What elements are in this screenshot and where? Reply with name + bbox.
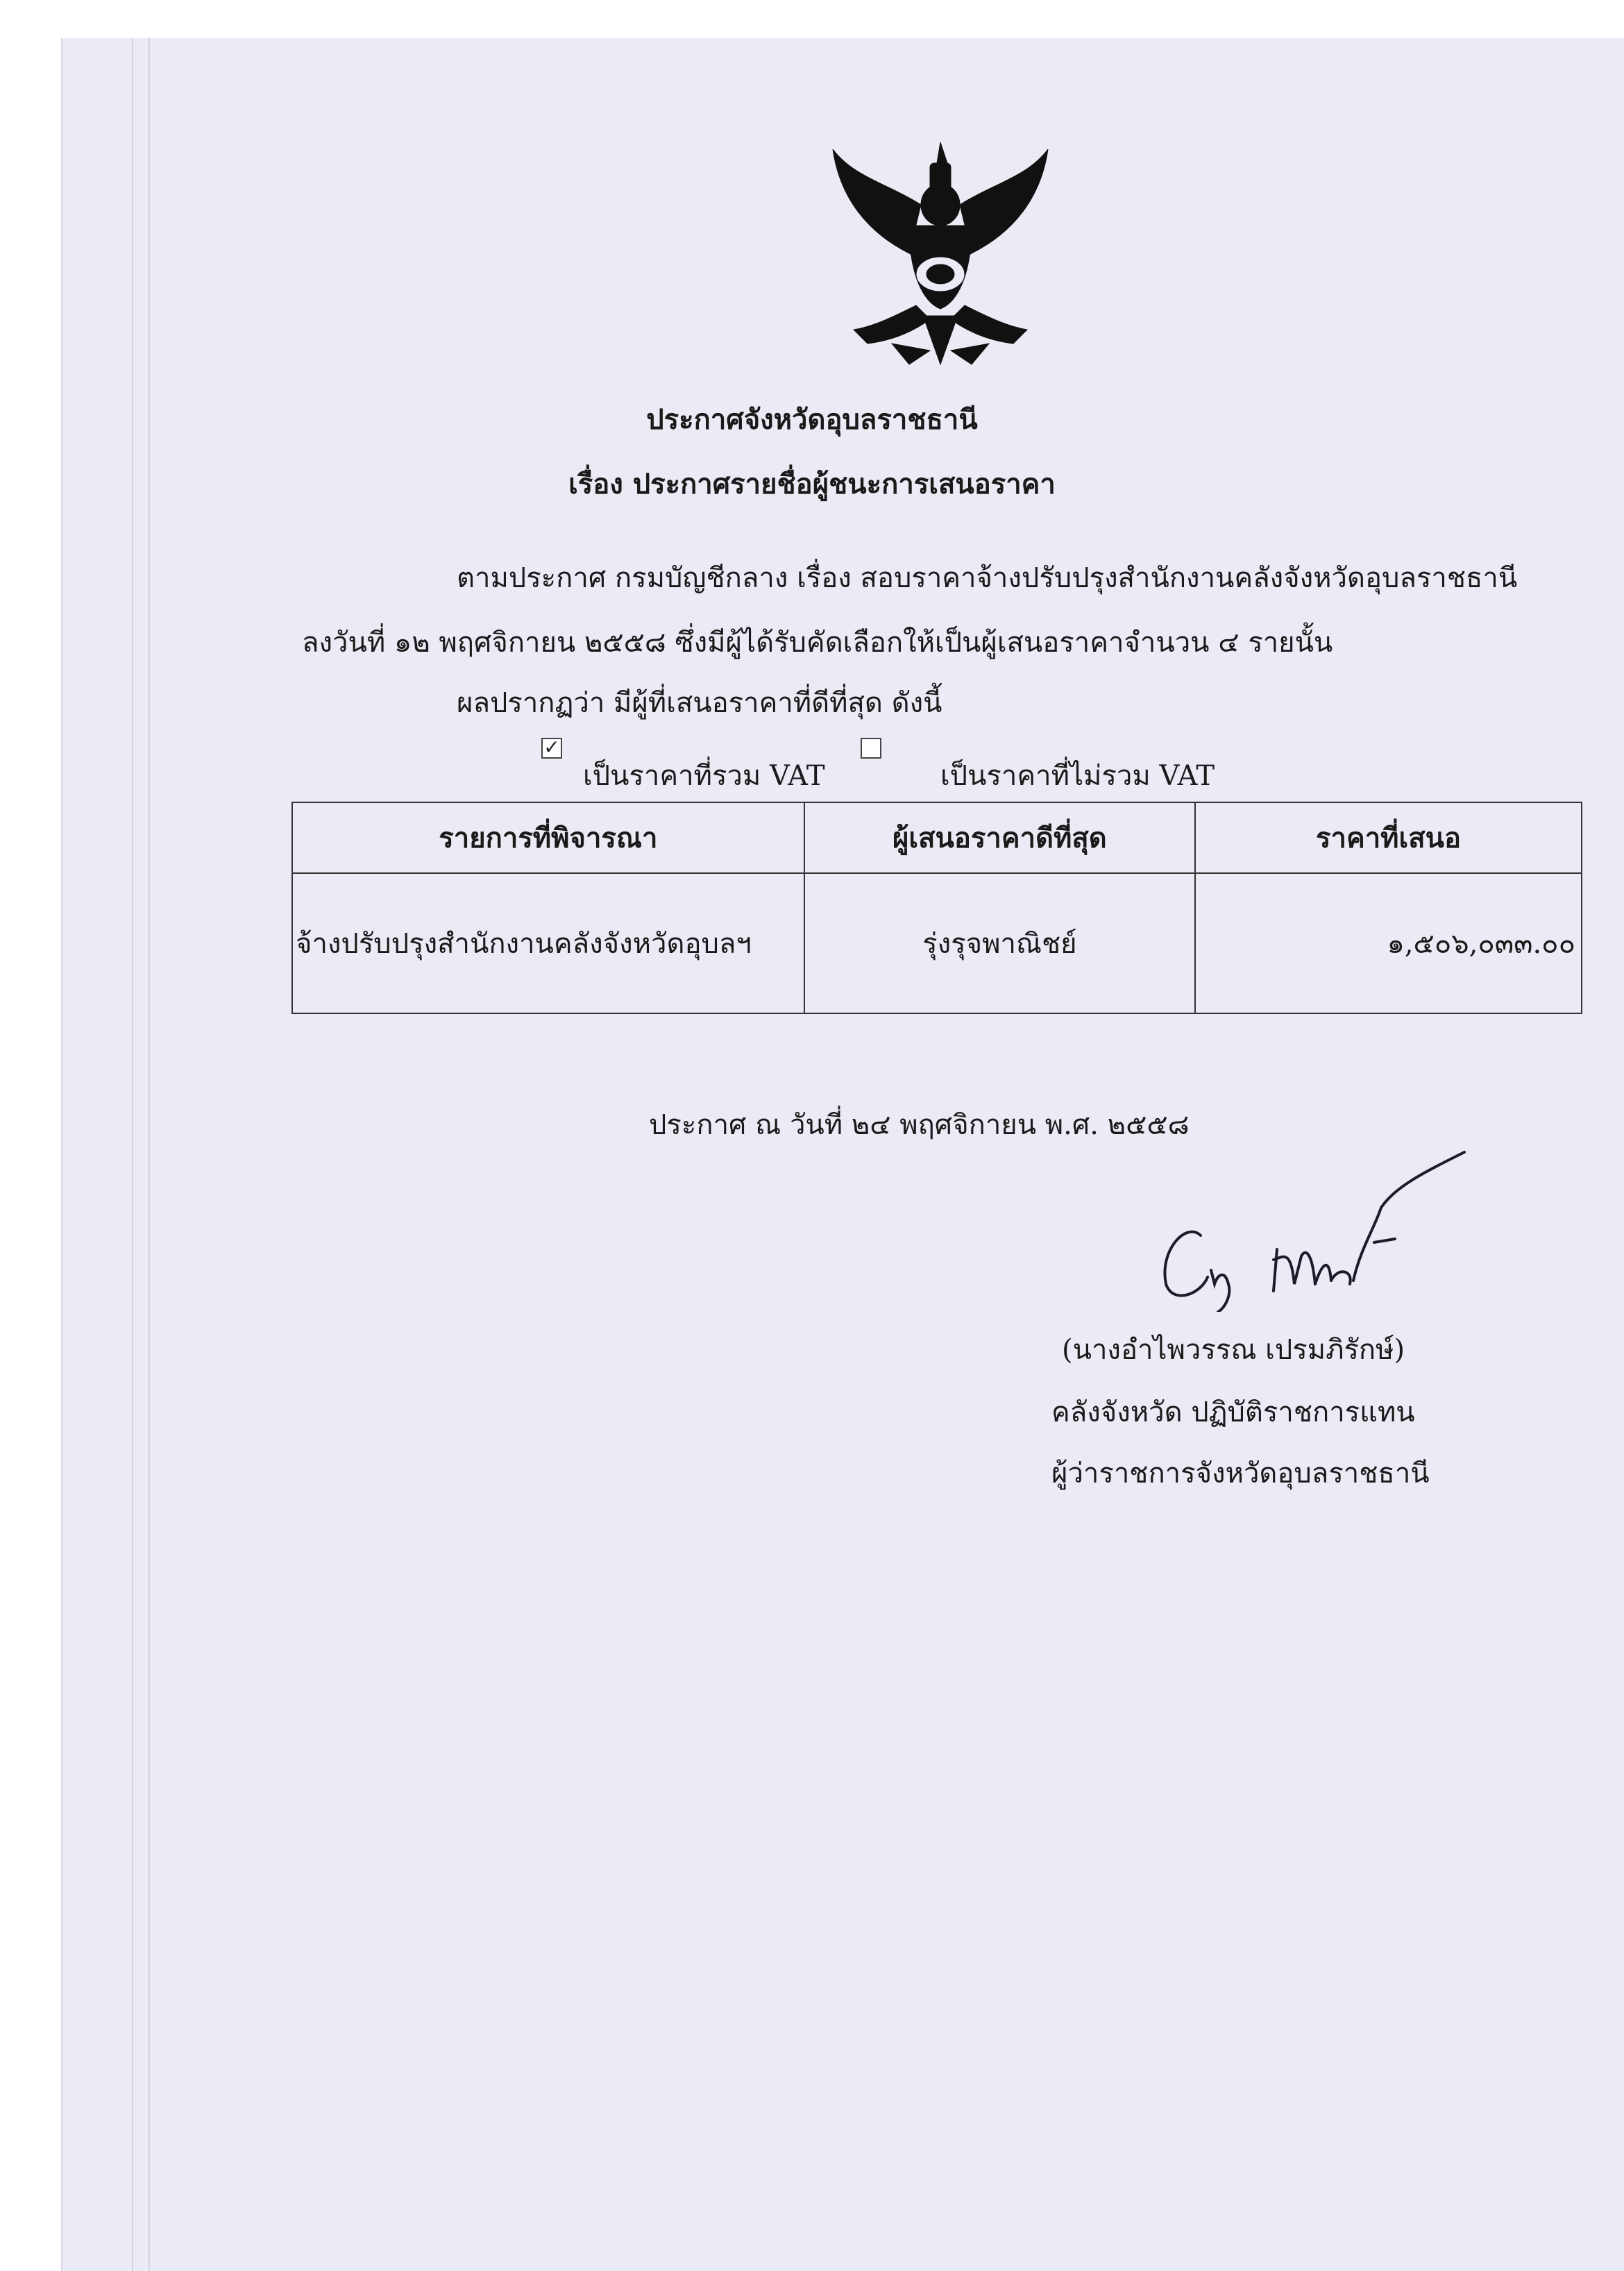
table-cell-bidder: รุ่งรุจพาณิชย์ xyxy=(804,873,1195,1013)
document-subject: เรื่อง ประกาศรายชื่อผู้ชนะการเสนอราคา xyxy=(568,468,1056,500)
margin-line xyxy=(149,38,150,2271)
checkbox-checked-icon[interactable]: ✓ xyxy=(541,738,562,759)
signatory-position: คลังจังหวัด ปฏิบัติราชการแทน xyxy=(1051,1396,1415,1428)
body-paragraph-line: ตามประกาศ กรมบัญชีกลาง เรื่อง สอบราคาจ้างปรับปรุงสำนักงานคลังจังหวัดอุบลราชธานี xyxy=(457,562,1518,594)
table-row xyxy=(292,873,1582,1013)
vat-exclude-label: เป็นราคาที่ไม่รวม VAT xyxy=(940,760,1215,792)
table-header-row xyxy=(292,802,1582,873)
table-header-bidder: ผู้เสนอราคาดีที่สุด xyxy=(804,802,1195,873)
margin-line xyxy=(132,38,133,2271)
announce-date: ประกาศ ณ วันที่ ๒๔ พฤศจิกายน พ.ศ. ๒๕๕๘ xyxy=(649,1109,1190,1141)
garuda-emblem-icon xyxy=(826,135,1055,371)
vat-include-label: เป็นราคาที่รวม VAT xyxy=(583,760,825,792)
table-cell-price: ๑,๕๐๖,๐๓๓.๐๐ xyxy=(1195,873,1582,1013)
body-paragraph-line: ผลปรากฏว่า มีผู้ที่เสนอราคาที่ดีที่สุด ดังนี้ xyxy=(457,687,942,719)
document-title: ประกาศจังหวัดอุบลราชธานี xyxy=(646,403,978,436)
signatory-position: ผู้ว่าราชการจังหวัดอุบลราชธานี xyxy=(1051,1458,1430,1489)
table-header-price: ราคาที่เสนอ xyxy=(1195,802,1582,873)
checkbox-unchecked-icon[interactable] xyxy=(861,738,881,759)
table-header-item: รายการที่พิจารณา xyxy=(292,802,804,873)
signature-image xyxy=(1145,1145,1478,1312)
result-table xyxy=(291,802,1582,1014)
table-cell-item: จ้างปรับปรุงสำนักงานคลังจังหวัดอุบลฯ xyxy=(292,873,804,1013)
signatory-name: (นางอำไพวรรณ เปรมภิรักษ์) xyxy=(1062,1334,1405,1366)
body-paragraph-line: ลงวันที่ ๑๒ พฤศจิกายน ๒๕๕๘ ซึ่งมีผู้ได้รับคัดเลือกให้เป็นผู้เสนอราคาจำนวน ๔ รายนั้น xyxy=(302,627,1333,659)
